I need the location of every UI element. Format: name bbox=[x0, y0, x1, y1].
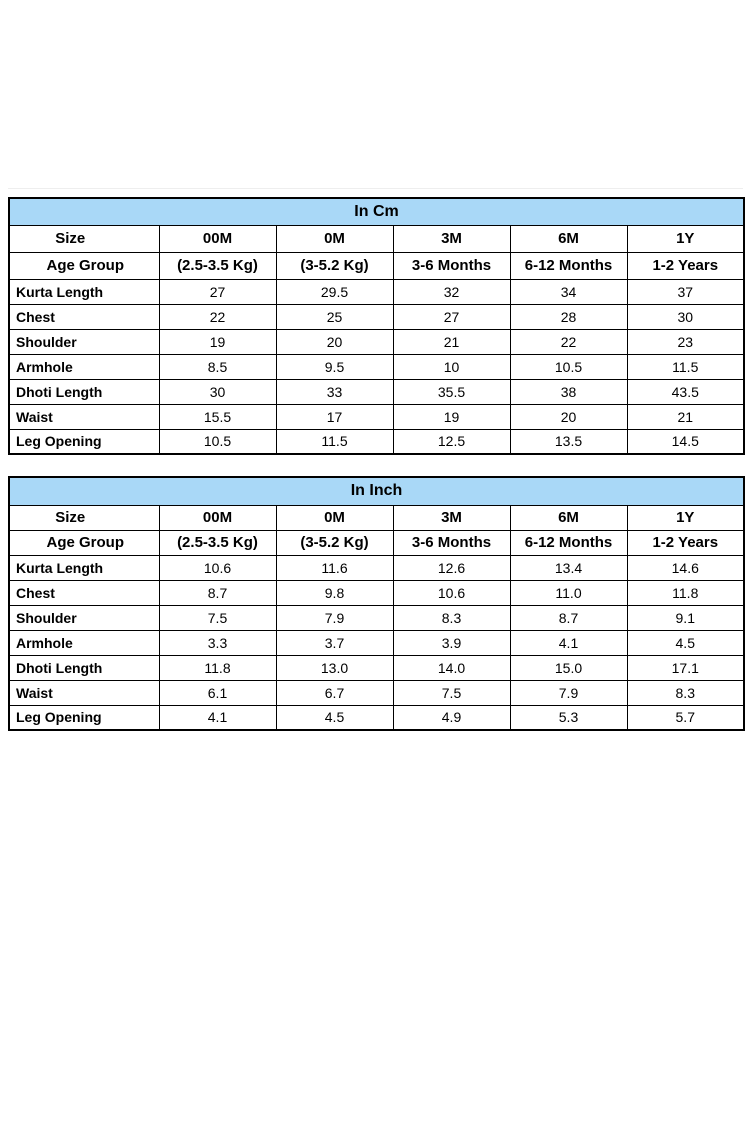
measurement-value: 30 bbox=[159, 379, 276, 404]
measurement-label: Kurta Length bbox=[9, 279, 159, 304]
age-group-header: 1-2 Years bbox=[627, 530, 744, 555]
measurement-value: 21 bbox=[393, 329, 510, 354]
age-group-header: 3-6 Months bbox=[393, 530, 510, 555]
measurement-value: 13.0 bbox=[276, 655, 393, 680]
measurement-label: Leg Opening bbox=[9, 429, 159, 454]
measurement-value: 15.0 bbox=[510, 655, 627, 680]
measurement-value: 17.1 bbox=[627, 655, 744, 680]
measurement-value: 28 bbox=[510, 304, 627, 329]
measurement-value: 14.5 bbox=[627, 429, 744, 454]
size-column-header: 0M bbox=[276, 505, 393, 530]
measurement-value: 7.9 bbox=[510, 680, 627, 705]
table-row bbox=[9, 279, 744, 304]
measurement-value: 10.5 bbox=[159, 429, 276, 454]
measurement-value: 14.6 bbox=[627, 555, 744, 580]
measurement-value: 4.9 bbox=[393, 705, 510, 730]
age-group-header: (2.5-3.5 Kg) bbox=[159, 252, 276, 279]
measurement-value: 23 bbox=[627, 329, 744, 354]
measurement-label: Armhole bbox=[9, 630, 159, 655]
measurement-label: Dhoti Length bbox=[9, 655, 159, 680]
measurement-value: 19 bbox=[393, 404, 510, 429]
age-group-header: (3-5.2 Kg) bbox=[276, 530, 393, 555]
table-row bbox=[9, 329, 744, 354]
measurement-value: 4.1 bbox=[159, 705, 276, 730]
size-column-header: 1Y bbox=[627, 225, 744, 252]
size-column-header: 00M bbox=[159, 225, 276, 252]
measurement-value: 27 bbox=[393, 304, 510, 329]
measurement-value: 22 bbox=[510, 329, 627, 354]
size-header-row bbox=[9, 505, 744, 530]
measurement-value: 7.5 bbox=[159, 605, 276, 630]
measurement-value: 11.8 bbox=[627, 580, 744, 605]
measurement-value: 11.5 bbox=[276, 429, 393, 454]
age-group-label: Age Group bbox=[9, 252, 159, 279]
measurement-value: 29.5 bbox=[276, 279, 393, 304]
table-title-row bbox=[9, 477, 744, 505]
table-row bbox=[9, 580, 744, 605]
measurement-value: 12.6 bbox=[393, 555, 510, 580]
age-group-header: 6-12 Months bbox=[510, 252, 627, 279]
measurement-value: 4.5 bbox=[627, 630, 744, 655]
age-group-header-row bbox=[9, 530, 744, 555]
measurement-value: 8.7 bbox=[159, 580, 276, 605]
measurement-label: Chest bbox=[9, 580, 159, 605]
measurement-value: 10.6 bbox=[393, 580, 510, 605]
measurement-value: 11.5 bbox=[627, 354, 744, 379]
measurement-label: Waist bbox=[9, 680, 159, 705]
size-label: Size bbox=[9, 225, 159, 252]
measurement-value: 7.9 bbox=[276, 605, 393, 630]
measurement-value: 34 bbox=[510, 279, 627, 304]
measurement-value: 13.5 bbox=[510, 429, 627, 454]
size-column-header: 3M bbox=[393, 225, 510, 252]
measurement-value: 6.7 bbox=[276, 680, 393, 705]
size-column-header: 3M bbox=[393, 505, 510, 530]
measurement-value: 25 bbox=[276, 304, 393, 329]
measurement-label: Leg Opening bbox=[9, 705, 159, 730]
size-chart-cm-table bbox=[8, 197, 745, 455]
age-group-header: 3-6 Months bbox=[393, 252, 510, 279]
measurement-value: 20 bbox=[276, 329, 393, 354]
measurement-value: 22 bbox=[159, 304, 276, 329]
table-row bbox=[9, 404, 744, 429]
measurement-value: 4.1 bbox=[510, 630, 627, 655]
size-column-header: 6M bbox=[510, 505, 627, 530]
measurement-label: Kurta Length bbox=[9, 555, 159, 580]
table-row bbox=[9, 354, 744, 379]
measurement-value: 5.3 bbox=[510, 705, 627, 730]
measurement-value: 11.8 bbox=[159, 655, 276, 680]
measurement-value: 21 bbox=[627, 404, 744, 429]
measurement-label: Shoulder bbox=[9, 605, 159, 630]
table-row bbox=[9, 379, 744, 404]
measurement-value: 3.7 bbox=[276, 630, 393, 655]
measurement-label: Chest bbox=[9, 304, 159, 329]
measurement-value: 11.0 bbox=[510, 580, 627, 605]
measurement-value: 9.8 bbox=[276, 580, 393, 605]
measurement-value: 14.0 bbox=[393, 655, 510, 680]
measurement-value: 8.7 bbox=[510, 605, 627, 630]
table-row bbox=[9, 680, 744, 705]
measurement-label: Dhoti Length bbox=[9, 379, 159, 404]
size-column-header: 1Y bbox=[627, 505, 744, 530]
age-group-header: (2.5-3.5 Kg) bbox=[159, 530, 276, 555]
measurement-value: 27 bbox=[159, 279, 276, 304]
age-group-header: 1-2 Years bbox=[627, 252, 744, 279]
size-column-header: 00M bbox=[159, 505, 276, 530]
measurement-value: 6.1 bbox=[159, 680, 276, 705]
measurement-value: 10 bbox=[393, 354, 510, 379]
table-row bbox=[9, 555, 744, 580]
measurement-value: 9.1 bbox=[627, 605, 744, 630]
measurement-value: 20 bbox=[510, 404, 627, 429]
measurement-value: 8.3 bbox=[627, 680, 744, 705]
measurement-value: 8.5 bbox=[159, 354, 276, 379]
measurement-value: 19 bbox=[159, 329, 276, 354]
measurement-value: 38 bbox=[510, 379, 627, 404]
measurement-value: 10.6 bbox=[159, 555, 276, 580]
age-group-header: 6-12 Months bbox=[510, 530, 627, 555]
size-header-row bbox=[9, 225, 744, 252]
measurement-value: 9.5 bbox=[276, 354, 393, 379]
measurement-value: 12.5 bbox=[393, 429, 510, 454]
measurement-value: 37 bbox=[627, 279, 744, 304]
age-group-header-row bbox=[9, 252, 744, 279]
measurement-value: 35.5 bbox=[393, 379, 510, 404]
measurement-value: 32 bbox=[393, 279, 510, 304]
table-row bbox=[9, 705, 744, 730]
measurement-label: Armhole bbox=[9, 354, 159, 379]
measurement-label: Shoulder bbox=[9, 329, 159, 354]
measurement-value: 8.3 bbox=[393, 605, 510, 630]
measurement-value: 43.5 bbox=[627, 379, 744, 404]
table-title-row bbox=[9, 198, 744, 225]
measurement-value: 3.9 bbox=[393, 630, 510, 655]
measurement-value: 13.4 bbox=[510, 555, 627, 580]
measurement-value: 33 bbox=[276, 379, 393, 404]
table-title: In Cm bbox=[9, 198, 744, 225]
measurement-value: 5.7 bbox=[627, 705, 744, 730]
table-row bbox=[9, 655, 744, 680]
measurement-value: 30 bbox=[627, 304, 744, 329]
size-chart-inch-table bbox=[8, 476, 745, 731]
table-row bbox=[9, 304, 744, 329]
size-column-header: 6M bbox=[510, 225, 627, 252]
measurement-value: 11.6 bbox=[276, 555, 393, 580]
measurement-label: Waist bbox=[9, 404, 159, 429]
measurement-value: 7.5 bbox=[393, 680, 510, 705]
faint-guide-line bbox=[8, 188, 743, 189]
measurement-value: 17 bbox=[276, 404, 393, 429]
age-group-header: (3-5.2 Kg) bbox=[276, 252, 393, 279]
size-label: Size bbox=[9, 505, 159, 530]
age-group-label: Age Group bbox=[9, 530, 159, 555]
measurement-value: 3.3 bbox=[159, 630, 276, 655]
table-row bbox=[9, 605, 744, 630]
measurement-value: 10.5 bbox=[510, 354, 627, 379]
size-column-header: 0M bbox=[276, 225, 393, 252]
table-row bbox=[9, 630, 744, 655]
measurement-value: 4.5 bbox=[276, 705, 393, 730]
table-row bbox=[9, 429, 744, 454]
measurement-value: 15.5 bbox=[159, 404, 276, 429]
table-title: In Inch bbox=[9, 477, 744, 505]
